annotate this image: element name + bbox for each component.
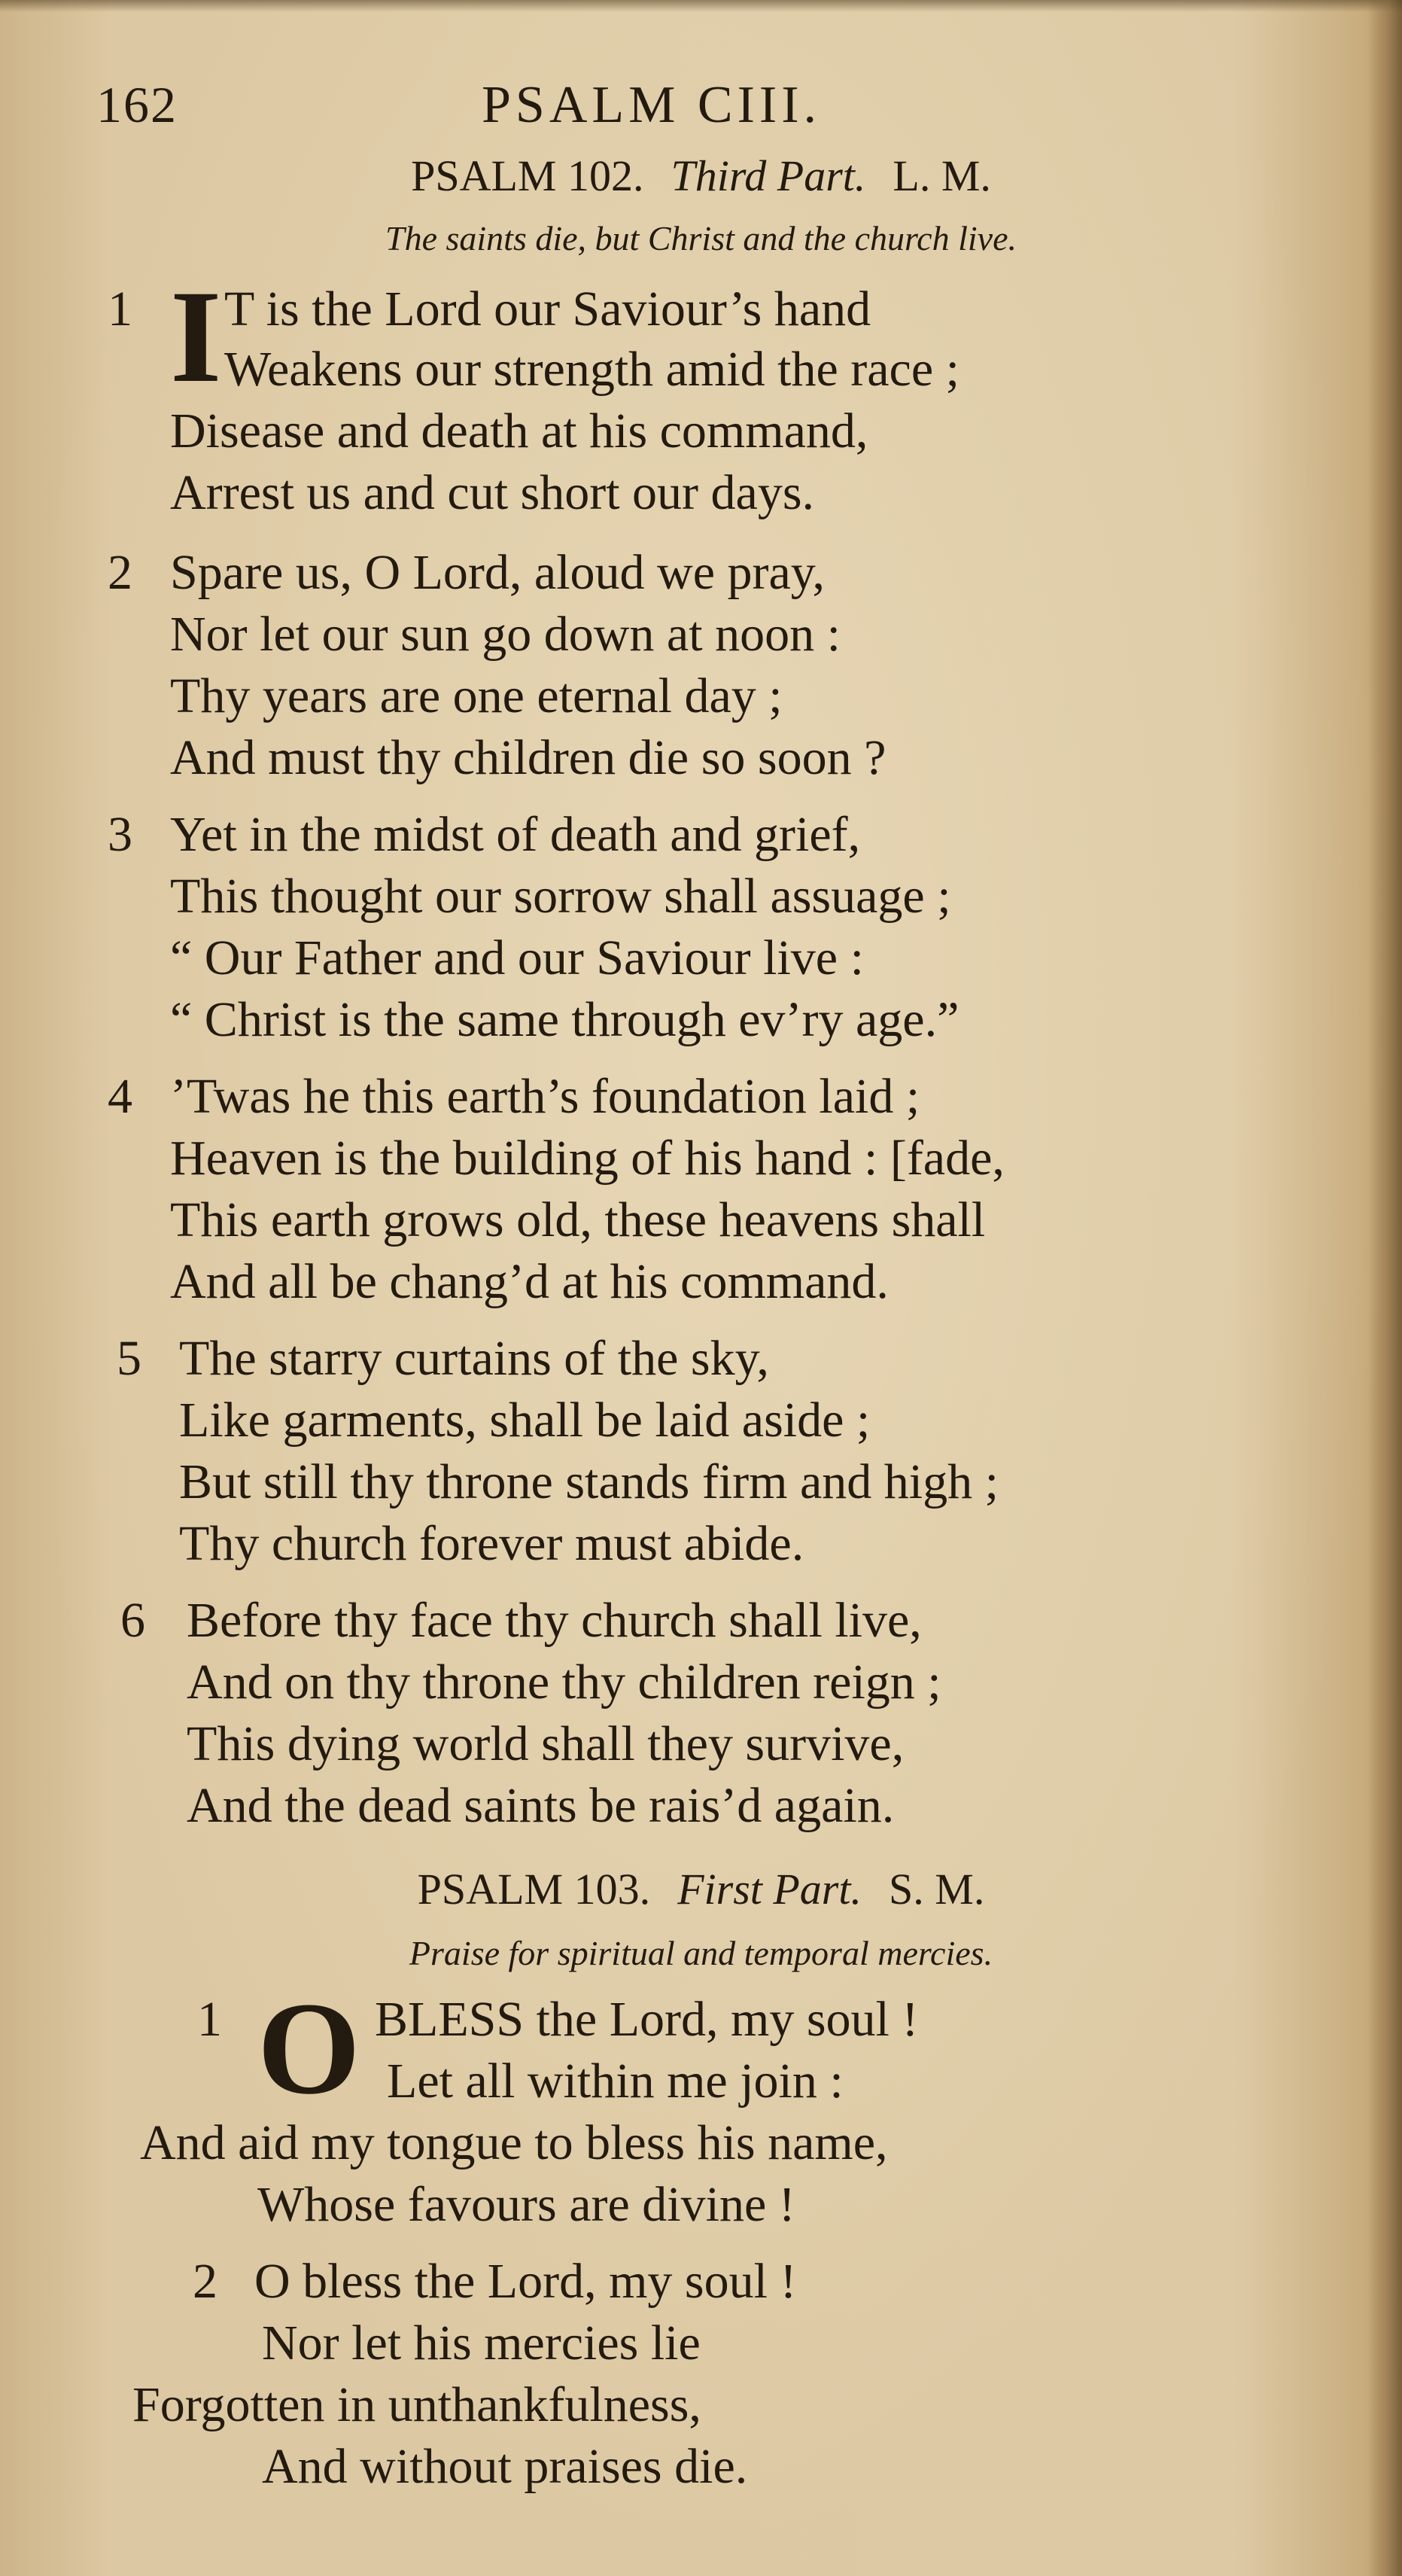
verse-line: O bless the Lord, my soul ! — [254, 2254, 797, 2309]
page-heading: PSALM CIII. — [482, 76, 822, 134]
verse-line: Thy years are one eternal day ; — [170, 668, 783, 723]
verse-line: This earth grows old, these heavens shall — [170, 1192, 986, 1247]
verse-line: Spare us, O Lord, aloud we pray, — [170, 545, 825, 600]
stanza-number: 2 — [108, 545, 132, 600]
verse-line: And aid my tongue to bless his name, — [140, 2115, 888, 2170]
psalm-102-part: Third Part. — [671, 151, 866, 200]
stanza-number: 2 — [193, 2254, 217, 2309]
verse-line: Thy church forever must abide. — [179, 1516, 804, 1571]
verse-line: Like garments, shall be laid aside ; — [179, 1393, 871, 1448]
verse-line: And the dead saints be rais’d again. — [187, 1778, 895, 1833]
verse-line: And all be chang’d at his command. — [170, 1254, 889, 1309]
stanza-number: 3 — [108, 807, 132, 862]
psalm-103-part: First Part. — [677, 1865, 862, 1914]
verse-line: This dying world shall they survive, — [187, 1716, 905, 1771]
psalm-103-label: PSALM 103. — [417, 1865, 651, 1914]
verse-line: And without praises die. — [262, 2439, 748, 2494]
verse-line: Yet in the midst of death and grief, — [170, 807, 861, 862]
page-number: 162 — [96, 76, 178, 133]
psalm-102-heading — [0, 151, 1402, 201]
stanza-number: 6 — [120, 1593, 145, 1648]
verse-line: Forgotten in unthankfulness, — [132, 2377, 701, 2432]
verse-line: “ Our Father and our Saviour live : — [170, 930, 864, 985]
stanza-number: 5 — [117, 1331, 141, 1386]
stanza-number: 1 — [108, 282, 132, 336]
verse-line: Nor let his mercies lie — [262, 2316, 701, 2370]
page-top-shadow — [0, 0, 1402, 12]
verse-line: Arrest us and cut short our days. — [170, 465, 815, 520]
stanza-number: 1 — [197, 1992, 222, 2047]
verse-line: Disease and death at his command, — [170, 403, 868, 458]
psalm-103-subtitle: Praise for spiritual and temporal mercies. — [409, 1934, 993, 1972]
verse-line: But still thy throne stands firm and high ; — [179, 1454, 999, 1509]
verse-line: And must thy children die so soon ? — [170, 730, 887, 785]
verse-line: This thought our sorrow shall assuage ; — [170, 869, 951, 924]
verse-line: Heaven is the building of his hand : [fade, — [170, 1131, 1005, 1186]
psalm-103-heading — [0, 1864, 1402, 1914]
verse-line: Weakens our strength amid the race ; — [224, 342, 960, 397]
verse-line: Before thy face thy church shall live, — [187, 1593, 922, 1648]
verse-line: Nor let our sun go down at noon : — [170, 607, 841, 662]
psalm-102-subtitle: The saints die, but Christ and the church live. — [385, 219, 1017, 257]
verse-line: Whose favours are divine ! — [257, 2177, 795, 2232]
page-edge-shadow — [1368, 0, 1402, 2576]
stanza-number: 4 — [108, 1069, 132, 1124]
drop-cap: O — [257, 1975, 360, 2122]
verse-line: BLESS the Lord, my soul ! — [375, 1992, 919, 2047]
psalm-102-label: PSALM 102. — [411, 151, 644, 200]
drop-cap: I — [170, 263, 222, 410]
psalm-102-meter: L. M. — [893, 151, 991, 200]
psalm-103-meter: S. M. — [889, 1865, 985, 1914]
verse-line: ’Twas he this earth’s foundation laid ; — [170, 1069, 920, 1124]
verse-line: Let all within me join : — [387, 2054, 844, 2109]
verse-line: T is the Lord our Saviour’s hand — [224, 282, 871, 336]
running-head — [0, 75, 1402, 143]
verse-line: The starry curtains of the sky, — [179, 1331, 769, 1386]
verse-line: And on thy throne thy children reign ; — [187, 1655, 941, 1710]
verse-line: “ Christ is the same through ev’ry age.” — [170, 992, 960, 1047]
